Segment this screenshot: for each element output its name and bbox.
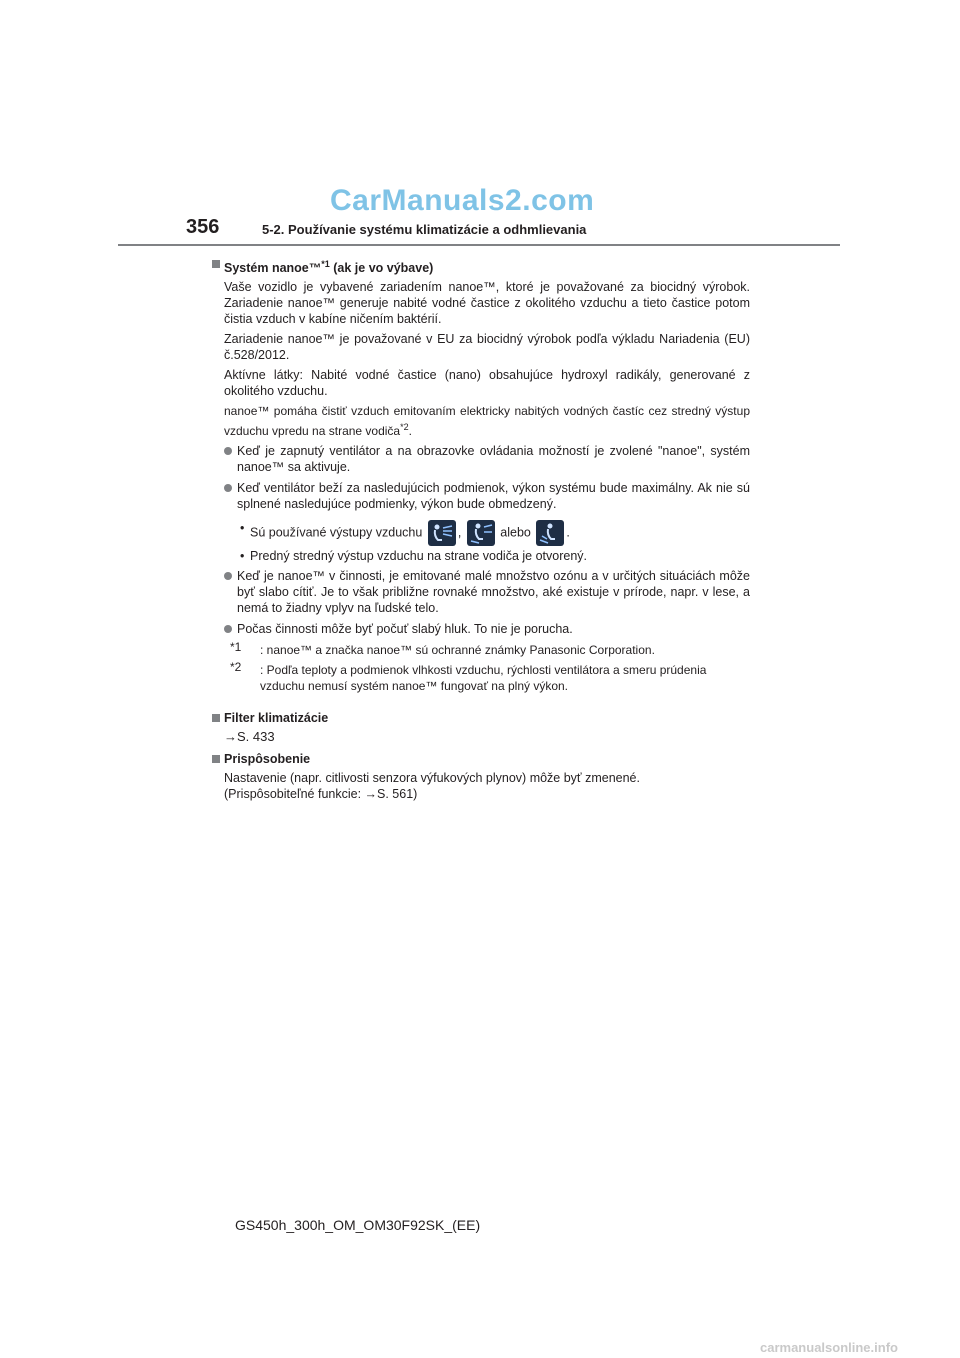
face-vent-icon xyxy=(428,520,456,546)
footnote-ref: *2 xyxy=(230,660,242,675)
paragraph-text: nanoe™ pomáha čistiť vzduch emitovaním elektricky nabitých vodných častíc cez stredný výstup vzduchu vpredu na strane vodiča xyxy=(224,404,750,439)
paragraph: (Prispôsobiteľné funkcie: →S. 561) xyxy=(224,787,418,802)
footnote xyxy=(210,662,750,694)
circle-bullet-icon xyxy=(224,484,232,492)
heading-text: Filter klimatizácie xyxy=(224,711,329,726)
square-bullet-icon xyxy=(212,714,220,722)
page-number: 356 xyxy=(186,216,220,238)
bi-level-vent-icon xyxy=(467,520,495,546)
bullet-item xyxy=(210,568,750,616)
circle-bullet-icon xyxy=(224,625,232,633)
bullet-text: Keď ventilátor beží za nasledujúcich podmienok, výkon systému bude maximálny. Ak nie sú splnené nasledujúce podmienky, výkon bude obmedzený. xyxy=(237,481,750,512)
sub-text: Sú používané výstupy vzduchu xyxy=(250,525,423,540)
bullet-text: Keď je zapnutý ventilátor a na obrazovke ovládania možností je zvolené "nanoe", systém nanoe™ sa aktivuje. xyxy=(237,444,750,475)
square-bullet-icon xyxy=(212,755,220,763)
heading-text: Systém nanoe™ xyxy=(224,261,322,276)
footnote-text: : nanoe™ a značka nanoe™ sú ochranné známky Panasonic Corporation. xyxy=(260,643,655,658)
section-heading-customization xyxy=(210,751,750,767)
footnote-ref: *2 xyxy=(400,422,409,433)
heading-suffix: (ak je vo výbave) xyxy=(329,261,434,276)
sub-item xyxy=(210,548,750,564)
paragraph: Nastavenie (napr. citlivosti senzora výfukových plynov) môže byť zmenené. xyxy=(224,771,640,786)
foot-vent-icon xyxy=(536,520,564,546)
bullet-item xyxy=(210,480,750,512)
bullet-text: Počas činnosti môže byť počuť slabý hluk. To nie je porucha. xyxy=(237,622,573,637)
document-code: GS450h_300h_OM_OM30F92SK_(EE) xyxy=(235,1217,481,1233)
section-heading-filter xyxy=(210,710,750,726)
separator: , xyxy=(457,525,462,540)
bullet-item xyxy=(210,621,750,637)
paragraph: Zariadenie nanoe™ je považované v EU za biocidný výrobok podľa výkladu Nariadenia (EU) č.528/2012. xyxy=(224,332,750,363)
paragraph: Aktívne látky: Nabité vodné častice (nano) obsahujúce hydroxyl radikály, generované z okolitého vzduchu. xyxy=(224,368,750,399)
footnote-ref: *1 xyxy=(230,640,242,655)
sub-end: . xyxy=(566,525,570,540)
heading-text: Prispôsobenie xyxy=(224,752,311,767)
sub-text: Predný stredný výstup vzduchu na strane vodiča je otvorený. xyxy=(250,549,587,564)
paragraph-end: . xyxy=(408,424,412,439)
connector: alebo xyxy=(500,525,531,540)
page-content xyxy=(210,256,750,806)
chapter-title: 5-2. Používanie systému klimatizácie a odhmlievania xyxy=(262,222,587,237)
watermark-logo: CarManuals2.com xyxy=(330,184,595,217)
paragraph: Vaše vozidlo je vybavené zariadením nanoe™, ktoré je považované za biocidný výrobok. Zariadenie nanoe™ generuje nabité vodné častice z okolitého vzduchu a tieto častice potom čistia vzduch v kabíne ničením baktérií. xyxy=(224,280,750,327)
sub-item xyxy=(210,520,750,546)
section-heading-nanoe xyxy=(210,256,750,276)
paragraph xyxy=(210,403,750,439)
bullet-item xyxy=(210,443,750,475)
footnote xyxy=(210,642,750,658)
sub-bullet: • xyxy=(240,549,245,564)
footnote-ref: *1 xyxy=(321,259,330,269)
watermark-footer: carmanualsonline.info xyxy=(760,1340,898,1355)
page-reference-link[interactable]: →S. 433 xyxy=(224,729,275,745)
circle-bullet-icon xyxy=(224,447,232,455)
sub-bullet: • xyxy=(240,521,245,536)
bullet-text: Keď je nanoe™ v činnosti, je emitované malé množstvo ozónu a v určitých situáciách môže byť slabo cítiť. Je to však približne rovnaké množstvo, aké existuje v prírode, napr. v lese, a nemá to žiadny vplyv na ľudské telo. xyxy=(237,569,750,616)
square-bullet-icon xyxy=(212,260,220,268)
footnote-text: : Podľa teploty a podmienok vlhkosti vzduchu, rýchlosti ventilátora a smeru prúdenia vzduchu nemusí systém nanoe™ fungovať na plný výkon. xyxy=(260,663,707,694)
header-divider xyxy=(118,244,840,246)
circle-bullet-icon xyxy=(224,572,232,580)
